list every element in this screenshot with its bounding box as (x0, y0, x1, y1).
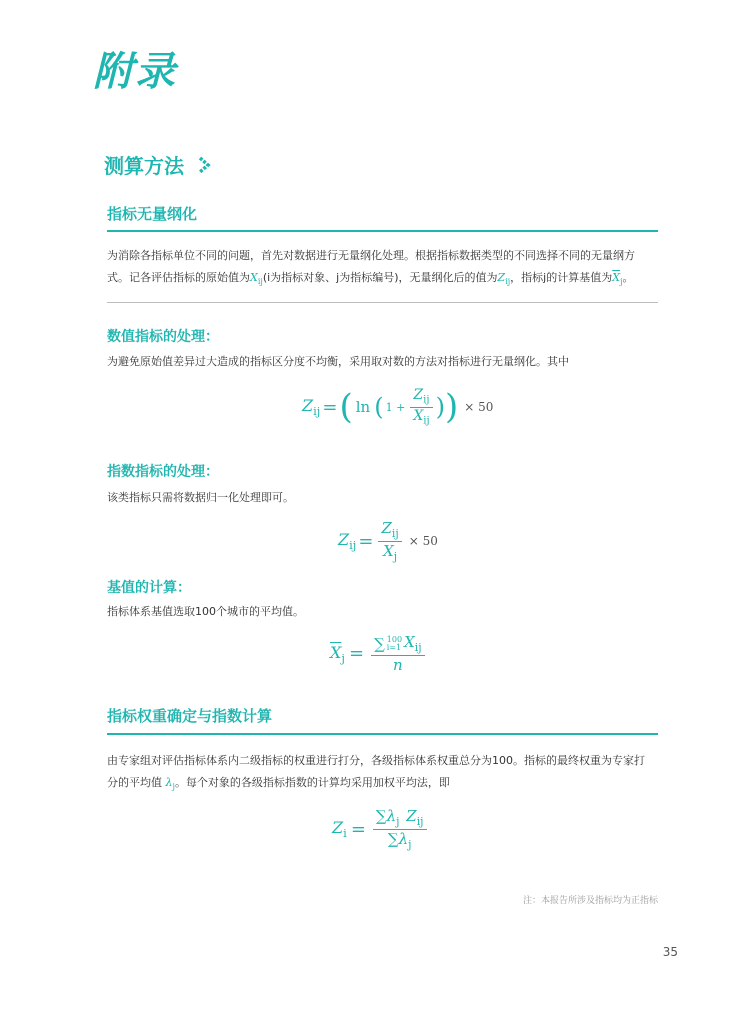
formula-base: $\overline{X}_j$ = ∑ 100 i=1 $X_{ij}$ n (330, 634, 428, 673)
paragraph-line: 由专家组对评估指标体系内二级指标的权重进行打分，各级指标体系权重总分为100。指标的最终权重为专家打 (107, 754, 645, 767)
math-symbol: $\overline{X}_j$ (612, 271, 623, 286)
divider (107, 302, 658, 303)
heading-base: 基值的计算： (107, 580, 191, 596)
section-heading (104, 150, 212, 179)
text-run: 。 (622, 271, 634, 284)
divider (107, 230, 658, 232)
page-title: 附录 (93, 49, 177, 95)
divider (107, 733, 658, 735)
subsection-title-weights: 指标权重确定与指数计算 (107, 707, 273, 725)
paragraph-normalization (107, 245, 662, 293)
text-run: 式。记各评估指标的原始值为 (107, 271, 250, 284)
paragraph-weights (107, 750, 662, 798)
formula-normalize: $Z_{ij}$ = $\frac{Z_{ij}}{\overline{X}_j}$ × 50 (338, 519, 438, 563)
math-symbol: $Z_{ij}$ (497, 271, 511, 286)
section-title-text: 测算方法 (104, 154, 184, 178)
formula-log: $Z_{ij}$ = ( ln ( 1 + $\frac{Z_{ij}}{\overline{X}_{ij}}$ ) ) × 50 (302, 387, 494, 428)
chevron-right-icon (198, 156, 212, 174)
text-run: ，指标j的计算基值为 (510, 271, 613, 284)
paragraph-line (107, 772, 662, 798)
text-base-desc: 指标体系基值选取100个城市的平均值。 (107, 605, 304, 618)
math-symbol: $\lambda_j$ (165, 776, 175, 791)
paragraph-line: 为消除各指标单位不同的问题，首先对数据进行无量纲化处理。根据指标数据类型的不同选择不同的无量纲方 (107, 249, 635, 262)
heading-numeric: 数值指标的处理： (107, 329, 219, 345)
math-symbol: $X_{ij}$ (250, 271, 263, 286)
subsection-title-normalization: 指标无量纲化 (107, 205, 198, 223)
footnote: 注：本报告所涉及指标均为正指标 (522, 896, 658, 906)
text-run: 分的平均值 (107, 776, 162, 789)
paragraph-line (107, 267, 662, 293)
text-index-desc: 该类指标只需将数据归一化处理即可。 (107, 491, 294, 504)
text-numeric-desc: 为避免原始值差异过大造成的指标区分度不均衡，采用取对数的方法对指标进行无量纲化。其中 (107, 355, 569, 368)
page-number: 35 (662, 945, 678, 959)
text-run: (i为指标对象、j为指标编号)，无量纲化后的值为 (262, 271, 498, 284)
formula-weighted: $Z_i$ = $\frac{\sum\lambda_j Z_{ij}}{\sum\lambda_j}$ (332, 808, 430, 850)
text-run: 。每个对象的各级指标指数的计算均采用加权平均法，即 (174, 776, 450, 789)
heading-index: 指数指标的处理： (107, 464, 219, 480)
